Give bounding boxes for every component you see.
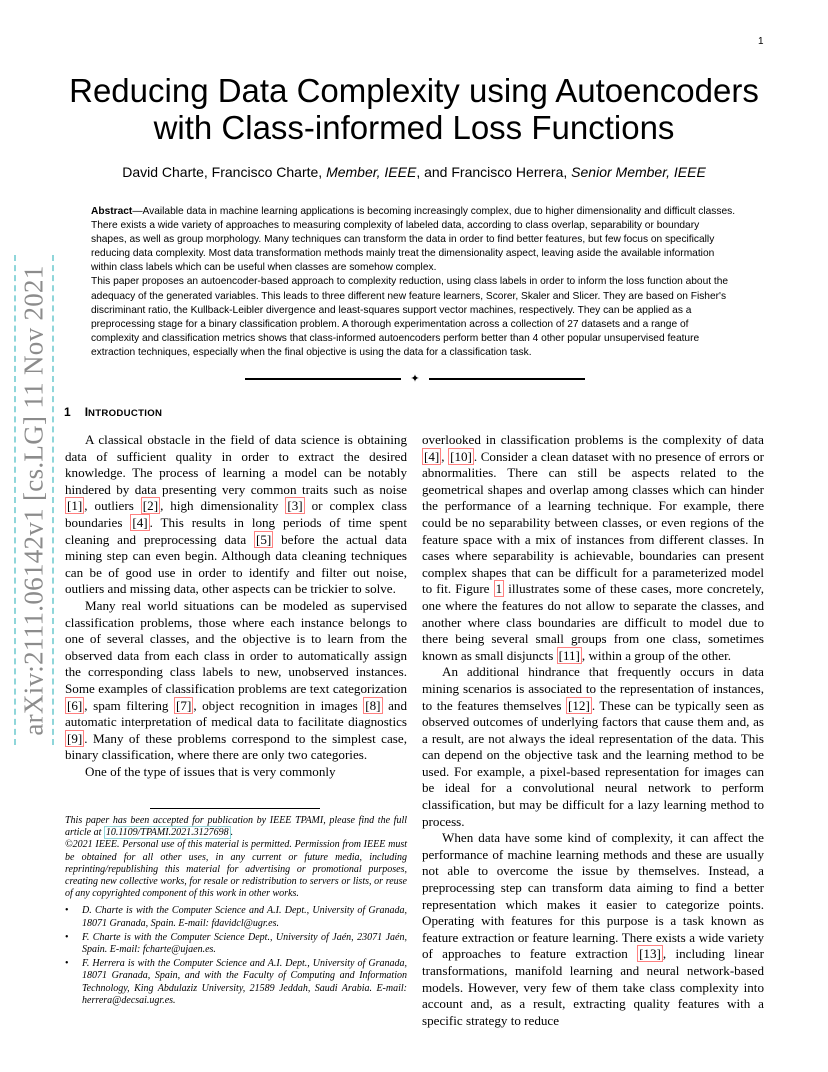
citation-link[interactable]: [11]	[558, 647, 580, 663]
left-paragraph-3: One of the type of issues that is very commonly	[85, 763, 336, 779]
left-column	[65, 432, 407, 780]
citation-link[interactable]: [4]	[132, 514, 148, 530]
affiliation-item	[65, 905, 407, 929]
affiliation-list	[65, 905, 407, 1007]
author-names-2: , and Francisco Herrera,	[416, 164, 572, 180]
citation-link[interactable]: [1]	[67, 498, 83, 514]
citation-link[interactable]: [10]	[450, 448, 472, 464]
citation-link[interactable]: [5]	[256, 531, 272, 547]
bullet-icon: •	[65, 905, 69, 917]
text-run: , within a group of the other.	[581, 647, 732, 663]
left-paragraph-2	[65, 598, 407, 764]
citation-link[interactable]: [8]	[365, 697, 381, 713]
right-column	[422, 432, 764, 1029]
text-run: . Consider a clean dataset with no presence of errors or abnormalities. There can still be aspects related to the geometrical shapes and overlap among classes which can hinder the performance of a learning technique. For example, there could be no separability between classes, or even regions of the feature space with a mix of instances from different classes. In cases where separability is achievable, boundaries can present complex shapes that can be difficult for a parameterized model to fit. Figure	[422, 448, 764, 597]
footnote-rule	[150, 808, 320, 809]
abstract-text-1: Available data in machine learning applications is becoming increasingly complex, due to higher dimensionality and difficult classes. There exists a wide variety of approaches to measuring complexity of labeled data, according to class overlap, separability or boundary shapes, as well as group morphology. Many techniques can transform the data in order to find better features, but few focus on specifically reducing data complexity. Most data transformation methods mainly treat the dimensionality aspect, leaving aside the available information within class labels which can be useful when classes are somehow complex.	[91, 206, 736, 274]
affiliation-item	[65, 932, 407, 956]
right-paragraph-2	[422, 664, 764, 830]
text-run: An additional hindrance that frequently occurs in data mining scenarios is associated to the representation of instances, to the features themselves	[422, 664, 764, 713]
separator-rule-left	[245, 378, 401, 380]
text-run: . These can be typically seen as observed outcomes of underlying factors that cause them and, as a result, are not always the ideal representation of the data. This can depend on the objective task and the learning method to be used. For example, a pixel-based representation for images can be ideal for a convolutional neural network to perform classification, but may be difficult for a lazy learning method to process.	[422, 697, 764, 829]
publication-note	[65, 815, 407, 839]
text-run: ,	[441, 448, 449, 464]
citation-link[interactable]: [9]	[67, 730, 83, 746]
abstract-paragraph-1	[91, 205, 736, 275]
paper-title: Reducing Data Complexity using Autoencoders with Class-informed Loss Functions	[69, 72, 759, 146]
text-run: illustrates some of these cases, more concretely, one where the features do not allow to separate the classes, and another where class boundaries are difficult to model due to there being several small groups from one class, sometimes known as small disjuncts	[422, 581, 764, 663]
abstract-dash: —	[132, 206, 143, 217]
arxiv-identifier-stamp[interactable]	[14, 255, 54, 745]
right-paragraph-3	[422, 830, 764, 1029]
right-paragraph-1	[422, 432, 764, 664]
citation-link[interactable]: [6]	[67, 697, 83, 713]
bullet-icon: •	[65, 958, 69, 970]
text-run: . Many of these problems correspond to the simplest case, binary classification, where there are only two categories.	[65, 730, 407, 763]
text-run: , object recognition in images	[193, 697, 364, 713]
copyright-note: ©2021 IEEE. Personal use of this material is permitted. Permission from IEEE must be obtained for all other uses, in any current or future media, including reprinting/republishing this material for advertising or promotional purposes, creating new collective works, for resale or redistribution to servers or lists, or reuse of any copyrighted component of this work in other works.	[65, 839, 407, 900]
author-membership-1: Member, IEEE	[326, 164, 417, 180]
citation-link[interactable]: [13]	[639, 946, 661, 962]
text-run: , high dimensionality	[160, 498, 286, 514]
abstract-separator	[245, 372, 585, 386]
text-run: , including linear transformations, manifold learning and neural network-based models. However, very few of them take class complexity into account and, as a result, extracting quality features with a specific strategy to reduce	[422, 946, 764, 1028]
left-paragraph-1	[65, 432, 407, 598]
affiliation-text: F. Herrera is with the Computer Science and A.I. Dept., University of Granada, 18071 Granada, Spain, and with the Faculty of Computing and Information Technology, King Abdulaziz University, 21589 Jeddah, Saudi Arabia. E-mail: herrera@decsai.ugr.es.	[82, 958, 407, 1006]
author-membership-2: Senior Member, IEEE	[571, 164, 706, 180]
text-run: A classical obstacle in the field of data science is obtaining data of sufficient quality in order to extract the desired knowledge. The process of learning a model can be notably hindered by data presenting very common traits such as noise	[65, 432, 407, 497]
text-run: overlooked in classification problems is the complexity of data	[422, 432, 764, 447]
abstract-paragraph-2: This paper proposes an autoencoder-based approach to complexity reduction, using class labels in order to inform the loss function about the adequacy of the generated variables. This leads to three different new feature learners, Scorer, Skaler and Slicer. They are based on Fisher's discriminant ratio, the Kullback-Leibler divergence and least-squares support vector machines, respectively. They can be applied as a preprocessing stage for a binary classification problem. A thorough experimentation across a collection of 27 datasets and a range of complexity and classification metrics shows that class-informed autoencoders perform better than 4 other popular unsupervised feature extraction techniques, especially when the final objective is using the data for a classification task.	[91, 276, 729, 358]
separator-diamond-icon: ✦	[410, 372, 420, 385]
abstract-label: Abstract	[91, 206, 133, 217]
figure-link[interactable]: 1	[495, 581, 503, 597]
citation-link[interactable]: [7]	[176, 697, 192, 713]
text-run: , outliers	[84, 498, 141, 514]
arxiv-identifier-text: arXiv:2111.06142v1 [cs.LG] 11 Nov 2021	[18, 264, 49, 736]
text-run: .	[230, 827, 234, 839]
author-list	[62, 164, 766, 180]
citation-link[interactable]: [4]	[424, 448, 440, 464]
text-run: This paper has been accepted for publication by IEEE TPAMI, please find the full article at	[65, 815, 407, 839]
affiliation-text: F. Charte is with the Computer Science Dept., University of Jaén, 23071 Jaén, Spain. E-mail: fcharte@ujaen.es.	[82, 931, 407, 956]
text-run: before the actual data mining step can even begin. Although data cleaning techniques can be of good use in order to identify and filter out noise, outliers and missing data, other aspects can be trickier to solve.	[65, 531, 407, 597]
text-run: . This results in long periods of time spent cleaning and preprocessing data	[65, 514, 407, 547]
section-title-rest: NTRODUCTION	[88, 408, 163, 419]
text-run: When data have some kind of complexity, it can affect the performance of machine learning methods and these are usually not able to overcome the issue by themselves. Instead, a preprocessing step can transform data aiming to find a better representation which makes it easier to categorize points. Operating with features for this purpose is a task known as feature extraction or feature learning. There exists a wide variety of approaches to feature extraction	[422, 830, 764, 962]
bullet-icon: •	[65, 931, 69, 943]
citation-link[interactable]: [12]	[568, 697, 590, 713]
text-run: or complex class boundaries	[65, 498, 407, 530]
section-number: 1	[64, 405, 71, 419]
separator-rule-right	[429, 378, 585, 380]
text-run: , spam filtering	[84, 697, 175, 713]
footnotes	[65, 815, 407, 1009]
citation-link[interactable]: [3]	[287, 498, 303, 514]
text-run: Many real world situations can be modeled as supervised classification problems, those where each instance belongs to one of several classes, and the objective is to learn from the observed data from each class in order to automatically assign the corresponding class labels to new, unobserved instances. Some examples of classification problems are text categorization	[65, 597, 407, 696]
text-run: and automatic interpretation of medical data to facilitate diagnostics	[65, 697, 407, 730]
affiliation-text: D. Charte is with the Computer Science and A.I. Dept., University of Granada, 18071 Granada, Spain. E-mail: fdavidcl@ugr.es.	[82, 905, 407, 929]
section-heading	[64, 405, 162, 419]
section-title-initial: I	[84, 405, 89, 419]
citation-link[interactable]: [2]	[142, 498, 159, 514]
page-number: 1	[758, 36, 764, 47]
affiliation-item	[65, 958, 407, 1007]
doi-link[interactable]: 10.1109/TPAMI.2021.3127698	[105, 827, 229, 839]
author-names-1: David Charte, Francisco Charte,	[122, 164, 327, 180]
abstract	[91, 205, 736, 360]
